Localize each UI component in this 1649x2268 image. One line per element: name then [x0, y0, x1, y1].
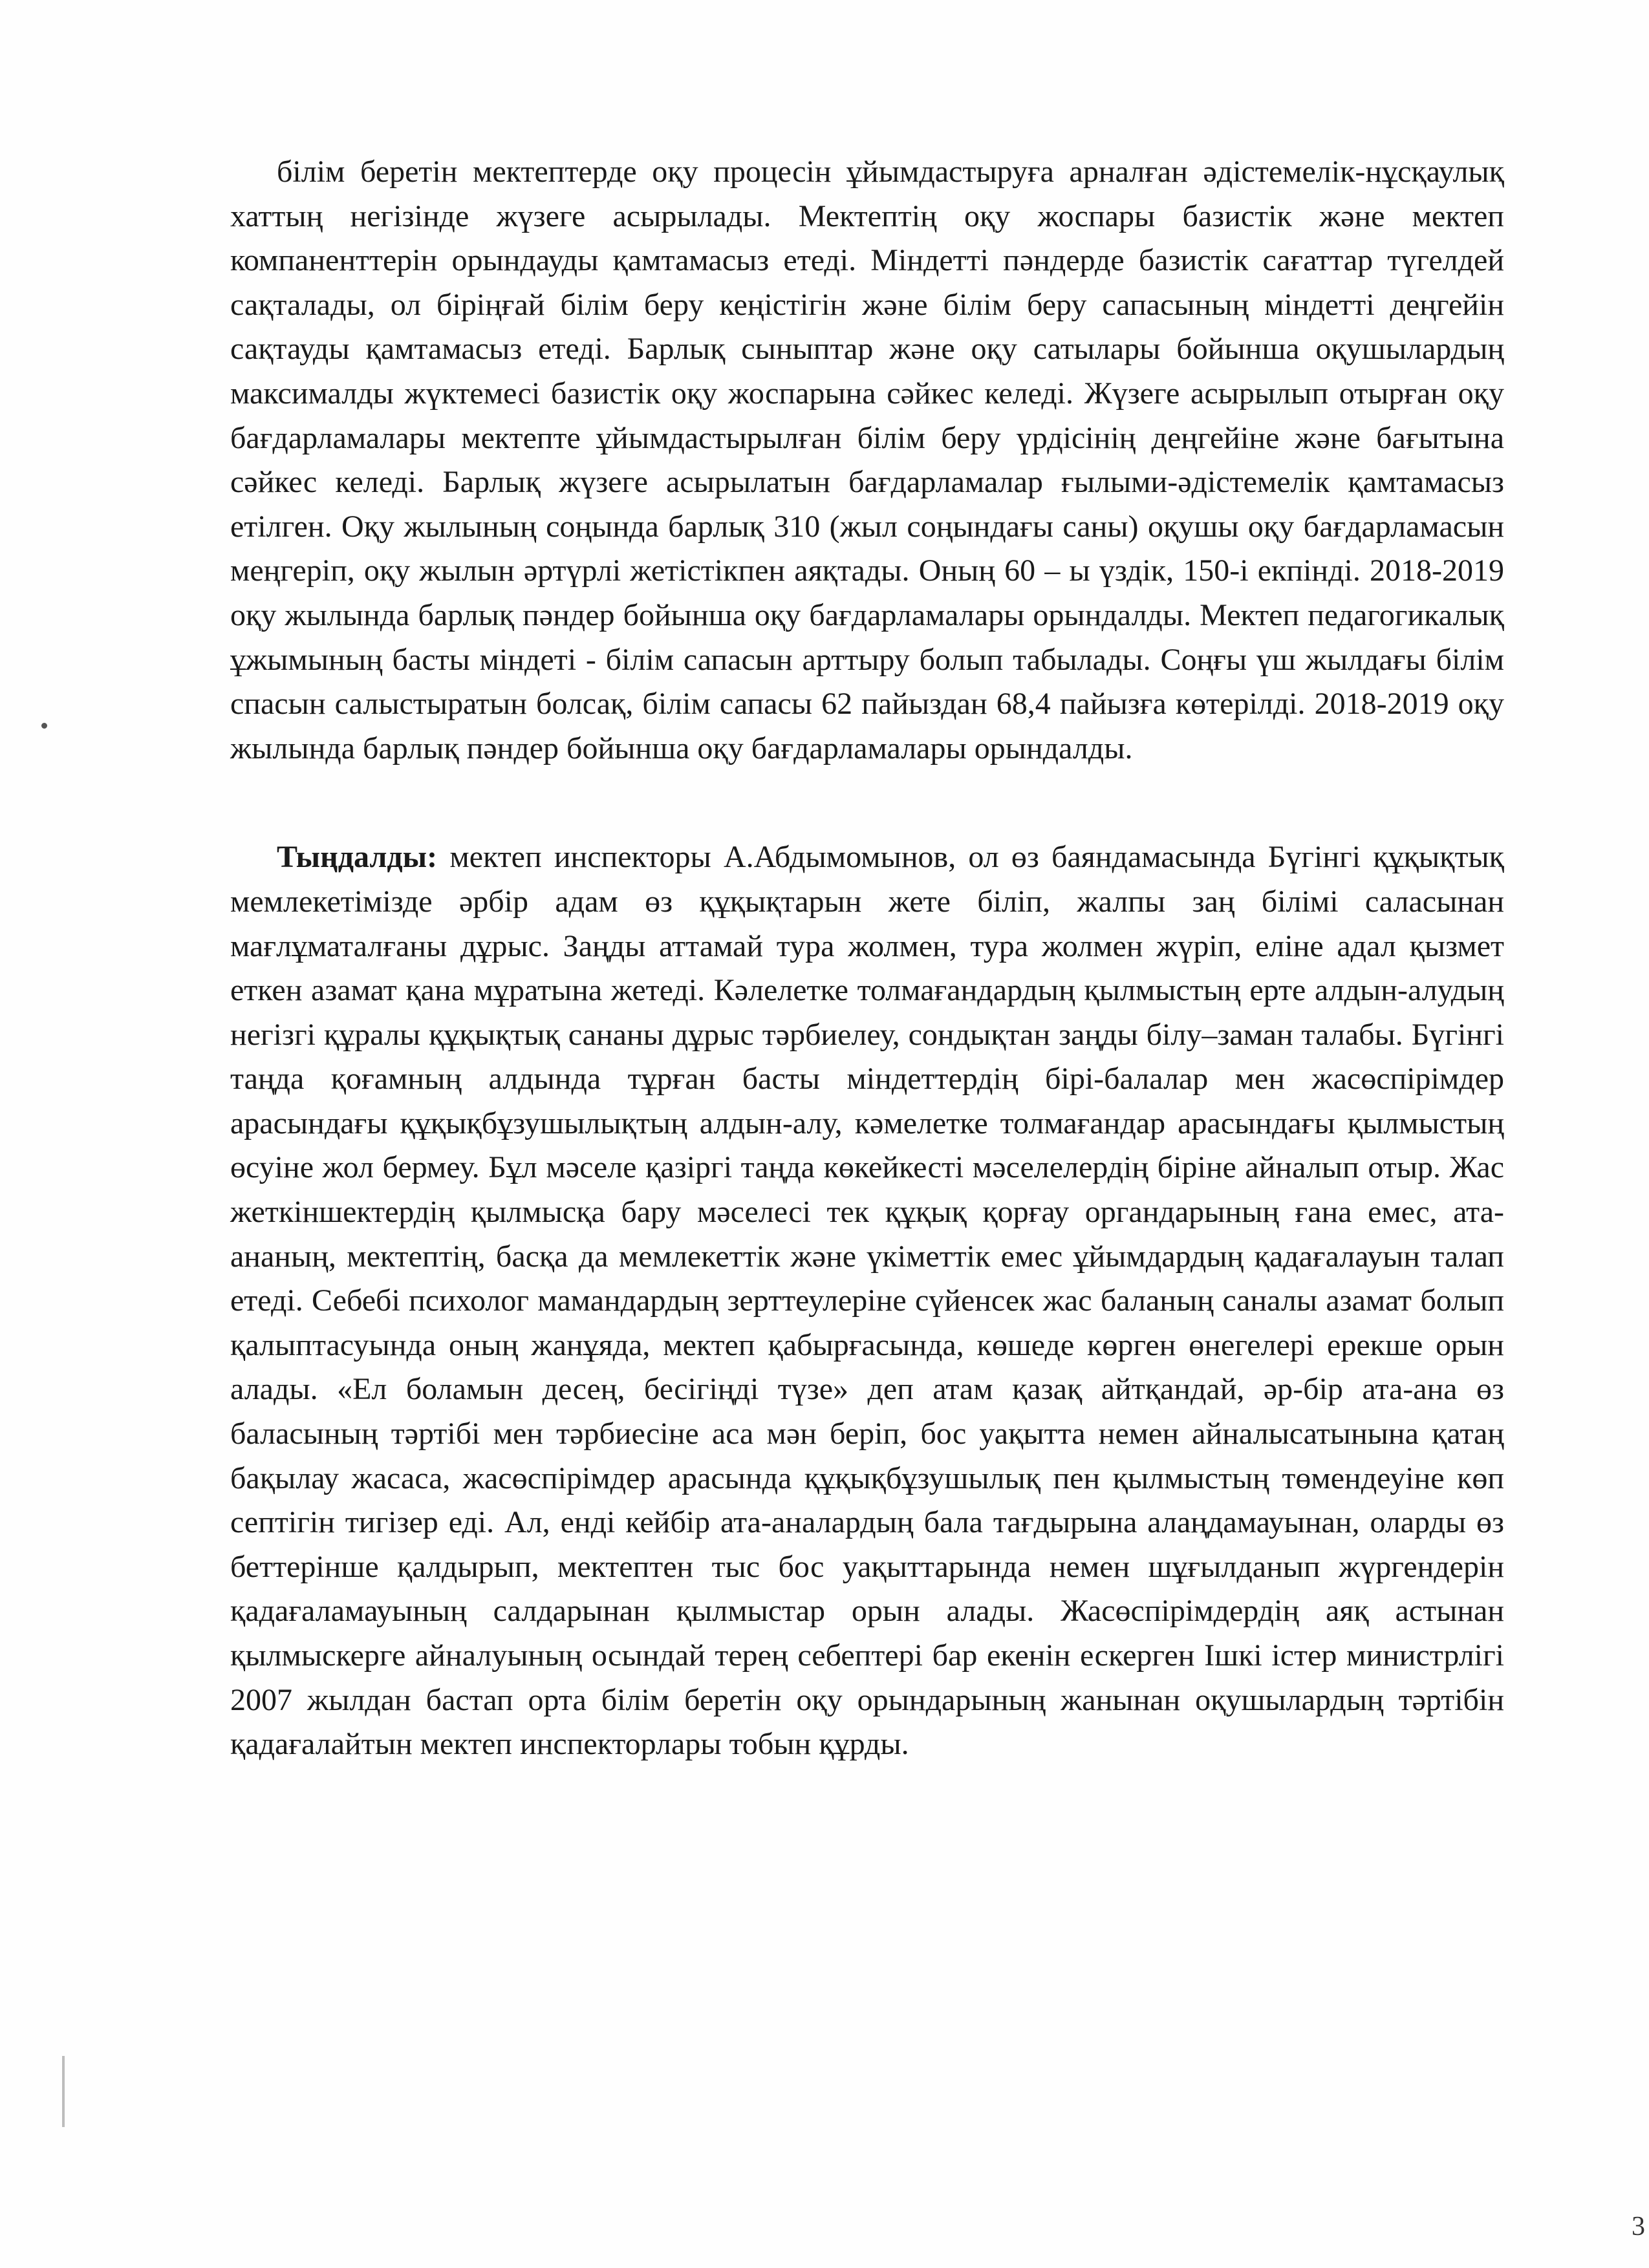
scan-margin-mark [62, 2056, 65, 2127]
document-body [230, 150, 1504, 1767]
paragraph-2-body: мектеп инспекторы А.Абдымомынов, ол өз баяндамасында Бүгінгі құқықтық мемлекетімізде әрбір адам өз құқықтарын жете біліп, жалпы заң білімі саласынан мағлұматалғаны дұрыс. Заңды аттамай тура жолмен, тура жолмен жүріп, еліне адал қызмет еткен азамат қана мұратына жетеді. Кәлелетке толмағандардың қылмыстың ерте алдын-алудың негізгі құралы құқықтық сананы дұрыс тәрбиелеу, сондықтан заңды білу–заман талабы. Бүгінгі таңда қоғамның алдында тұрған басты міндеттердің бірі-балалар мен жасөспірімдер арасындағы құқықбұзушылықтың алдын-алу, кәмелетке толмағандар арасындағы қылмыстың өсуіне жол бермеу. Бұл мәселе қазіргі таңда көкейкесті мәселелердің біріне айналып отыр. Жас жеткіншектердің қылмысқа бару мәселесі тек құқық қорғау органдарының ғана емес, ата-ананың, мектептің, басқа да мемлекеттік және үкіметтік емес ұйымдардың қадағалауын талап етеді. Себебі психолог мамандардың зерттеулеріне сүйенсек жас баланың саналы азамат болып қалыптасуында оның жанұяда, мектеп қабырғасында, көшеде көрген өнегелері ерекше орын алады. «Ел боламын десең, бесігіңді түзе» деп атам қазақ айтқандай, әр-бір ата-ана өз баласының тәртібі мен тәрбиесіне аса мән беріп, бос уақытта немен айналысатынына қатаң бақылау жасаса, жасөспірімдер арасында құқықбұзушылық пен қылмыстың төмендеуіне көп септігін тигізер еді. Ал, енді кейбір ата-аналардың бала тағдырына алаңдамауынан, оларды өз беттерінше қалдырып, мектептен тыс бос уақыттарында немен шұғылданып жүргендерін қадағаламауының салдарынан қылмыстар орын алады. Жасөспірімдердің аяқ астынан қылмыскерге айналуының осындай терең себептері бар екенін ескерген Ішкі істер министрлігі 2007 жылдан бастап орта білім беретін оқу орындарының жанынан оқушылардың тәртібін қадағалайтын мектеп инспекторлары тобын құрды. [230, 840, 1504, 1762]
paragraph-2-lead: Тыңдалды: [277, 840, 438, 875]
paragraph-2 [230, 835, 1504, 1766]
scan-speck [41, 723, 47, 729]
page-number: 3 [1632, 2212, 1645, 2241]
paragraph-1: білім беретін мектептерде оқу процесін ұйымдастыруға арналған әдістемелік-нұсқаулық хаттың негізінде жүзеге асырылады. Мектептің оқу жоспары базистік және мектеп компаненттерін орындауды қамтамасыз етеді. Міндетті пәндерде базистік сағаттар түгелдей сақталады, ол біріңғай білім беру кеңістігін және білім беру сапасының міндетті деңгейін сақтауды қамтамасыз етеді. Барлық сыныптар және оқу сатылары бойынша оқушылардың максималды жүктемесі базистік оқу жоспарына сәйкес келеді. Жүзеге асырылып отырған оқу бағдарламалары мектепте ұйымдастырылған білім беру үрдісінің деңгейіне және бағытына сәйкес келеді. Барлық жүзеге асырылатын бағдарламалар ғылыми-әдістемелік қамтамасыз етілген. Оқу жылының соңында барлық 310 (жыл соңындағы саны) оқушы оқу бағдарламасын меңгеріп, оқу жылын әртүрлі жетістікпен аяқтады. Оның 60 – ы үздік, 150-і екпінді. 2018-2019 оқу жылында барлық пәндер бойынша оқу бағдарламалары орындалды. Мектеп педагогикалық ұжымының басты міндеті - білім сапасын арттыру болып табылады. Соңғы үш жылдағы білім спасын салыстыратын болсақ, білім сапасы 62 пайыздан 68,4 пайызға көтерілді. 2018-2019 оқу жылында барлық пәндер бойынша оқу бағдарламалары орындалды. [230, 155, 1504, 765]
